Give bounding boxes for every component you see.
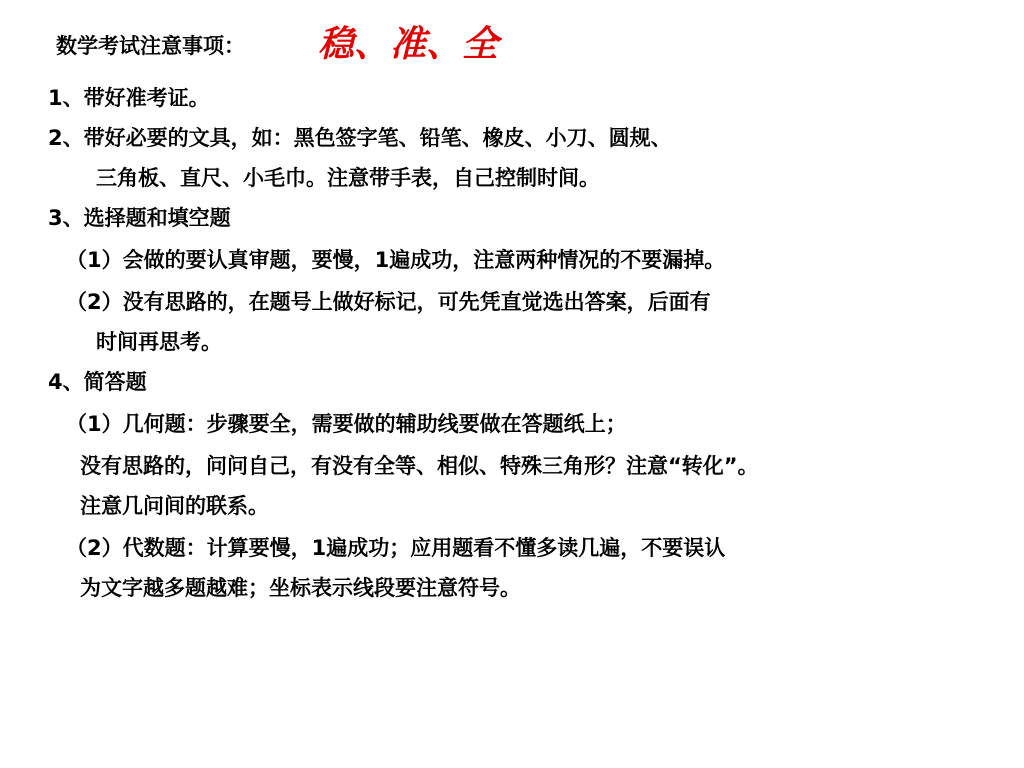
item-4-sub-1-continued: 没有思路的，问问自己，有没有全等、相似、特殊三角形？注意“转化”。 xyxy=(80,454,759,478)
item-3-sub-2: （2）没有思路的，在题号上做好标记，可先凭直觉选出答案，后面有 xyxy=(66,290,711,314)
item-4-sub-2-continued: 为文字越多题越难；坐标表示线段要注意符号。 xyxy=(80,576,521,600)
item-4-sub-1: （1）几何题：步骤要全，需要做的辅助线要做在答题纸上； xyxy=(66,412,627,436)
item-3-sub-1: （1）会做的要认真审题，要慢，1遍成功，注意两种情况的不要漏掉。 xyxy=(66,248,726,272)
item-3: 3、选择题和填空题 xyxy=(48,206,231,230)
title-accent: 稳、准、全 xyxy=(318,23,499,65)
item-4: 4、简答题 xyxy=(48,370,147,394)
item-3-sub-2-continued: 时间再思考。 xyxy=(96,330,222,354)
title-label: 数学考试注意事项： xyxy=(56,34,245,58)
item-4-sub-2: （2）代数题：计算要慢，1遍成功；应用题看不懂多读几遍，不要误认 xyxy=(66,536,726,560)
item-4-sub-1-note: 注意几问间的联系。 xyxy=(80,494,269,518)
item-2-continued: 三角板、直尺、小毛巾。注意带手表，自己控制时间。 xyxy=(96,166,600,190)
item-2: 2、带好必要的文具，如：黑色签字笔、铅笔、橡皮、小刀、圆规、 xyxy=(48,126,672,150)
item-1: 1、带好准考证。 xyxy=(48,86,210,110)
